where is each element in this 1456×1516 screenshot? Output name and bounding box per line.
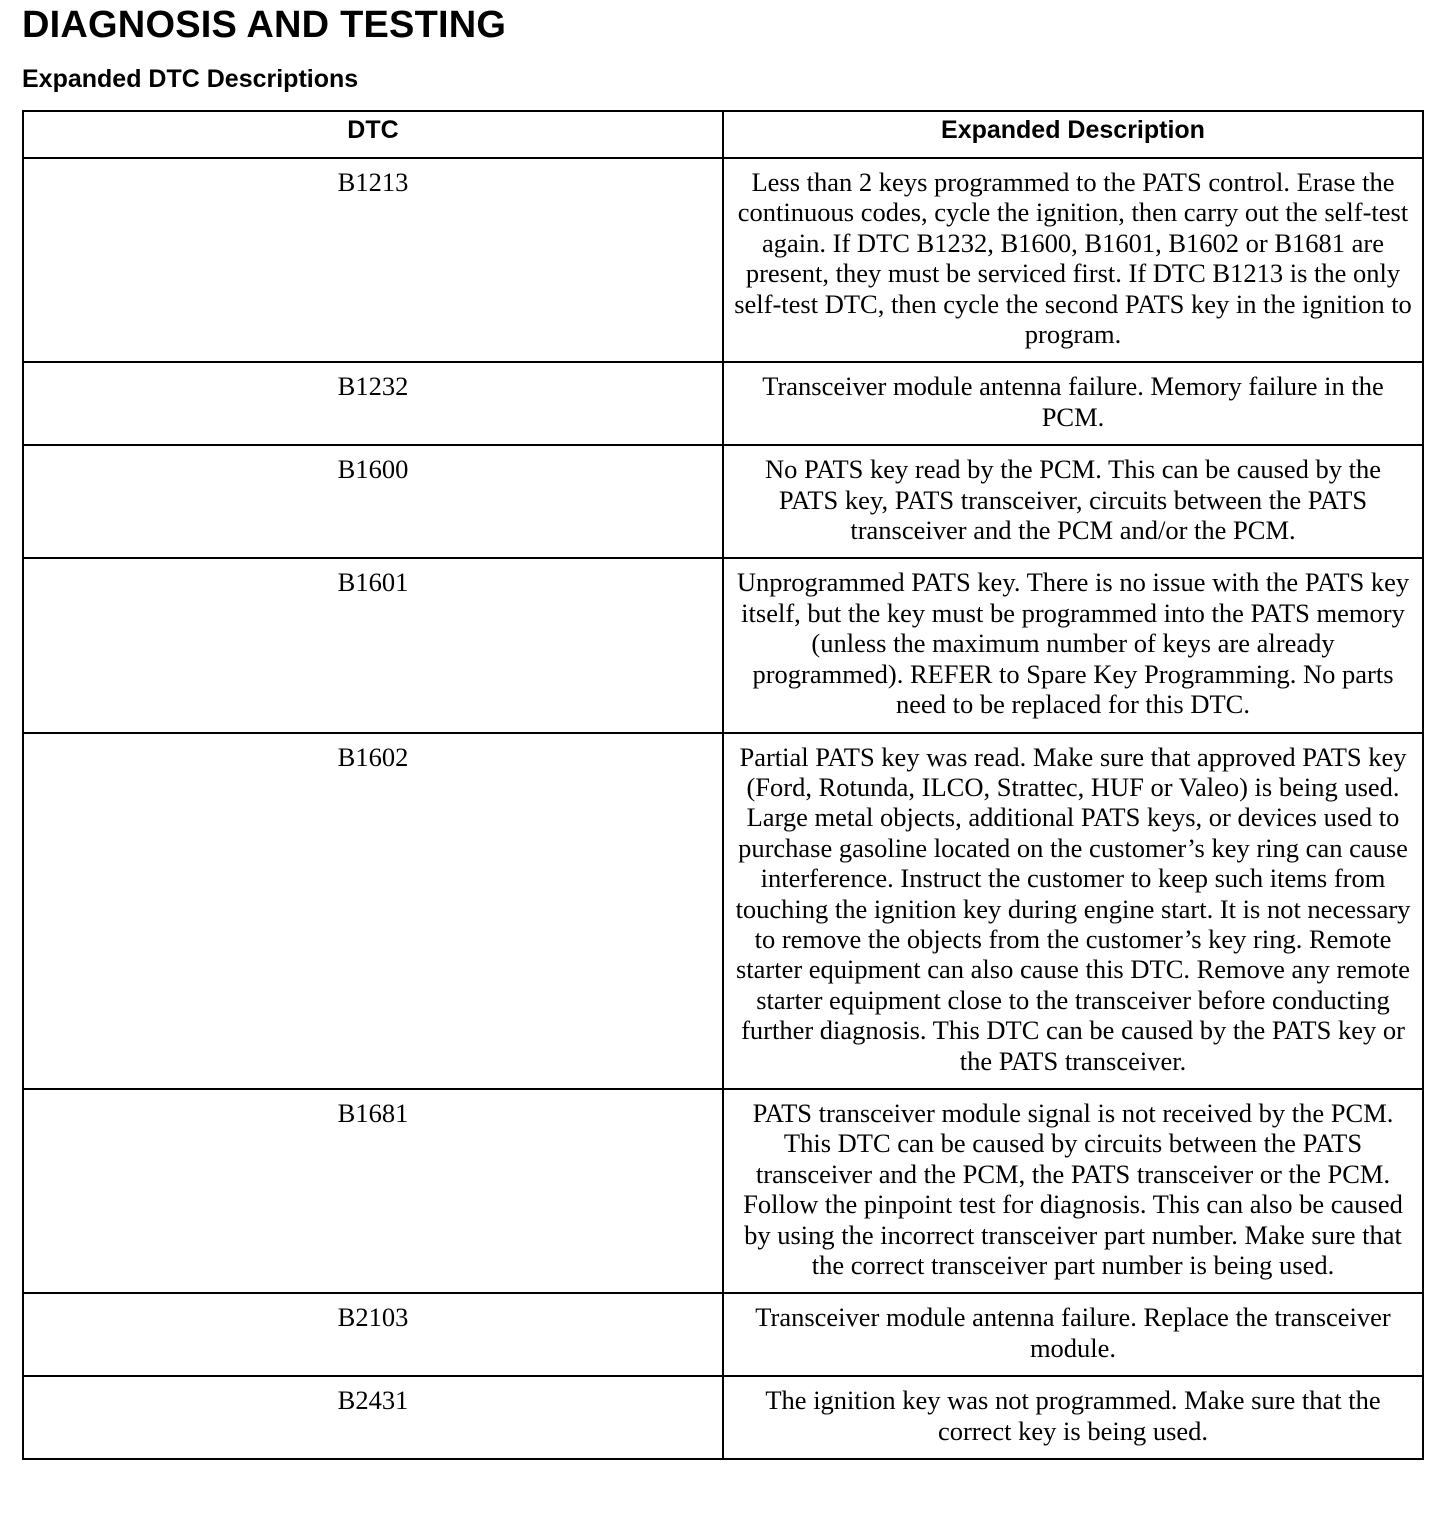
dtc-code-cell: B2431: [23, 1376, 723, 1459]
dtc-code-cell: B2103: [23, 1293, 723, 1376]
dtc-table: [22, 110, 1424, 1460]
page-title: DIAGNOSIS AND TESTING: [22, 4, 507, 46]
description-cell: Transceiver module antenna failure. Memory failure in the PCM.: [723, 362, 1423, 445]
document-page: [22, 0, 1422, 1446]
table-row: [23, 733, 1423, 1089]
description-cell: Unprogrammed PATS key. There is no issue with the PATS key itself, but the key must be programmed into the PATS memory (unless the maximum number of keys are already programmed). REFER to Spare Key Programming. No parts need to be replaced for this DTC.: [723, 558, 1423, 732]
table-row: [23, 1293, 1423, 1376]
description-cell: Partial PATS key was read. Make sure that approved PATS key (Ford, Rotunda, ILCO, Strattec, HUF or Valeo) is being used. Large metal objects, additional PATS keys, or devices used to purchase gasoline located on the customer’s key ring can cause interference. Instruct the customer to keep such items from touching the ignition key during engine start. It is not necessary to remove the objects from the customer’s key ring. Remote starter equipment can also cause this DTC. Remove any remote starter equipment close to the transceiver before conducting further diagnosis. This DTC can be caused by the PATS key or the PATS transceiver.: [723, 733, 1423, 1089]
dtc-code-cell: B1213: [23, 158, 723, 362]
description-cell: Less than 2 keys programmed to the PATS control. Erase the continuous codes, cycle the ignition, then carry out the self-test again. If DTC B1232, B1600, B1601, B1602 or B1681 are present, they must be serviced first. If DTC B1213 is the only self-test DTC, then cycle the second PATS key in the ignition to program.: [723, 158, 1423, 362]
section-heading: Expanded DTC Descriptions: [22, 65, 359, 93]
table-row: [23, 1376, 1423, 1459]
column-header-dtc: DTC: [23, 111, 723, 158]
description-cell: Transceiver module antenna failure. Replace the transceiver module.: [723, 1293, 1423, 1376]
dtc-code-cell: B1601: [23, 558, 723, 732]
dtc-code-cell: B1232: [23, 362, 723, 445]
dtc-code-cell: B1600: [23, 445, 723, 558]
table-row: [23, 558, 1423, 732]
description-cell: PATS transceiver module signal is not received by the PCM. This DTC can be caused by circuits between the PATS transceiver and the PCM, the PATS transceiver or the PCM. Follow the pinpoint test for diagnosis. This can also be caused by using the incorrect transceiver part number. Make sure that the correct transceiver part number is being used.: [723, 1089, 1423, 1293]
table-row: [23, 362, 1423, 445]
dtc-code-cell: B1681: [23, 1089, 723, 1293]
description-cell: No PATS key read by the PCM. This can be caused by the PATS key, PATS transceiver, circuits between the PATS transceiver and the PCM and/or the PCM.: [723, 445, 1423, 558]
dtc-code-cell: B1602: [23, 733, 723, 1089]
table-row: [23, 158, 1423, 362]
table-row: [23, 445, 1423, 558]
column-header-description: Expanded Description: [723, 111, 1423, 158]
table-row: [23, 1089, 1423, 1293]
table-header-row: [23, 111, 1423, 158]
description-cell: The ignition key was not programmed. Make sure that the correct key is being used.: [723, 1376, 1423, 1459]
